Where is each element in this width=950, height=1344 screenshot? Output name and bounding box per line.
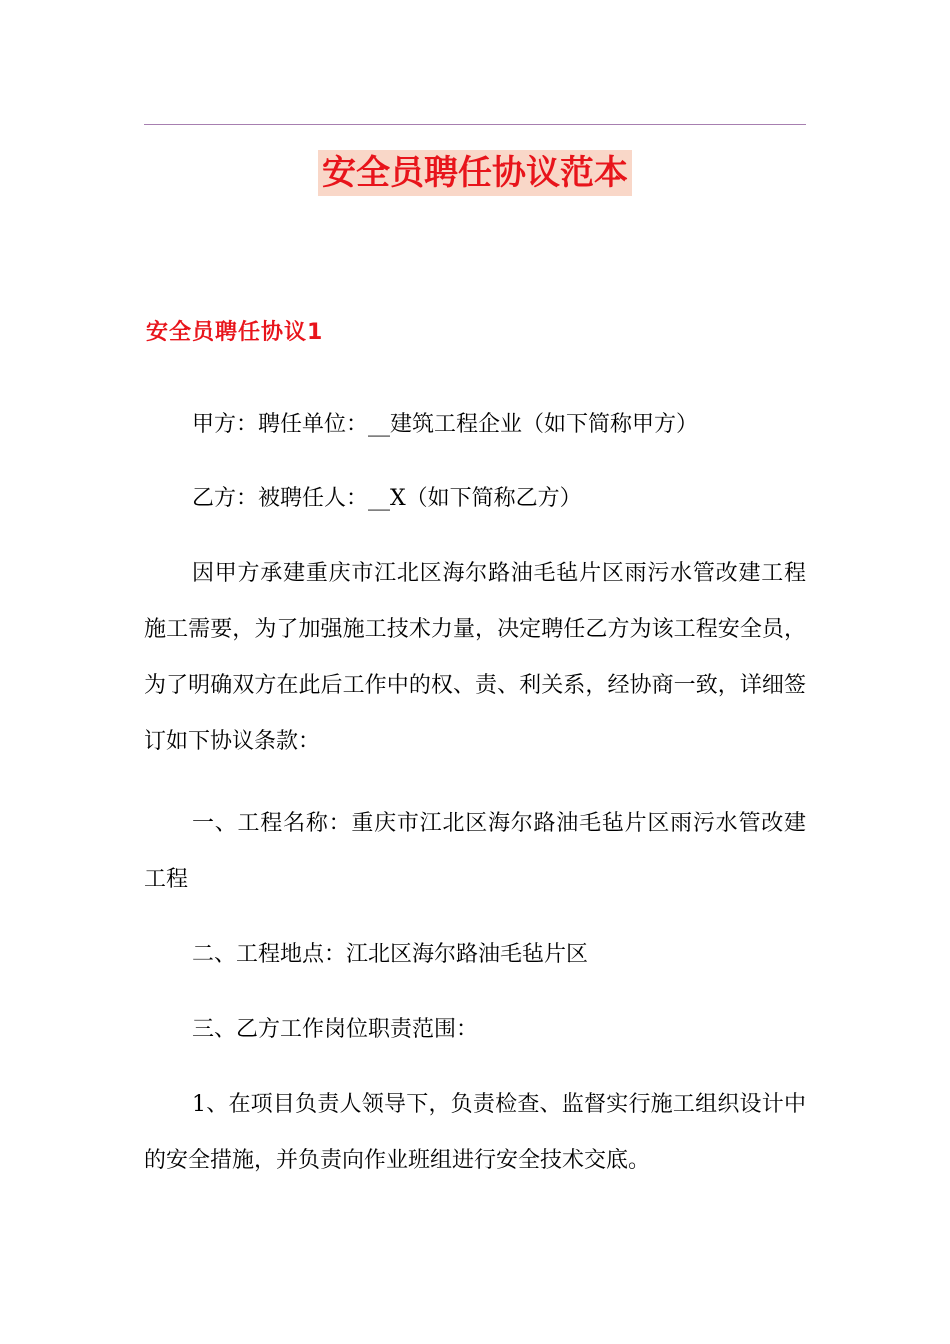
document-title: 安全员聘任协议范本: [318, 150, 632, 196]
project-name-paragraph: 一、工程名称：重庆市江北区海尔路油毛毡片区雨污水管改建工程: [144, 811, 806, 892]
project-location-paragraph: 二、工程地点：江北区海尔路油毛毡片区: [192, 942, 589, 967]
party-b-paragraph: 乙方：被聘任人：__X（如下简称乙方）: [192, 486, 582, 511]
background-paragraph: 因甲方承建重庆市江北区海尔路油毛毡片区雨污水管改建工程施工需要，为了加强施工技术力量，决定聘任乙方为该工程安全员，为了明确双方在此后工作中的权、责、利关系，经协商一致，详细签订如下协议条款：: [144, 561, 806, 754]
party-a-paragraph: 甲方：聘任单位：__建筑工程企业（如下简称甲方）: [192, 412, 699, 437]
duties-heading-paragraph: 三、乙方工作岗位职责范围：: [192, 1017, 479, 1042]
header-rule: [144, 124, 806, 125]
title-container: [0, 150, 950, 196]
section-heading: 安全员聘任协议1: [146, 320, 324, 345]
duty-item-1-paragraph: 1、在项目负责人领导下，负责检查、监督实行施工组织设计中的安全措施，并负责向作业班组进行安全技术交底。: [144, 1092, 806, 1173]
